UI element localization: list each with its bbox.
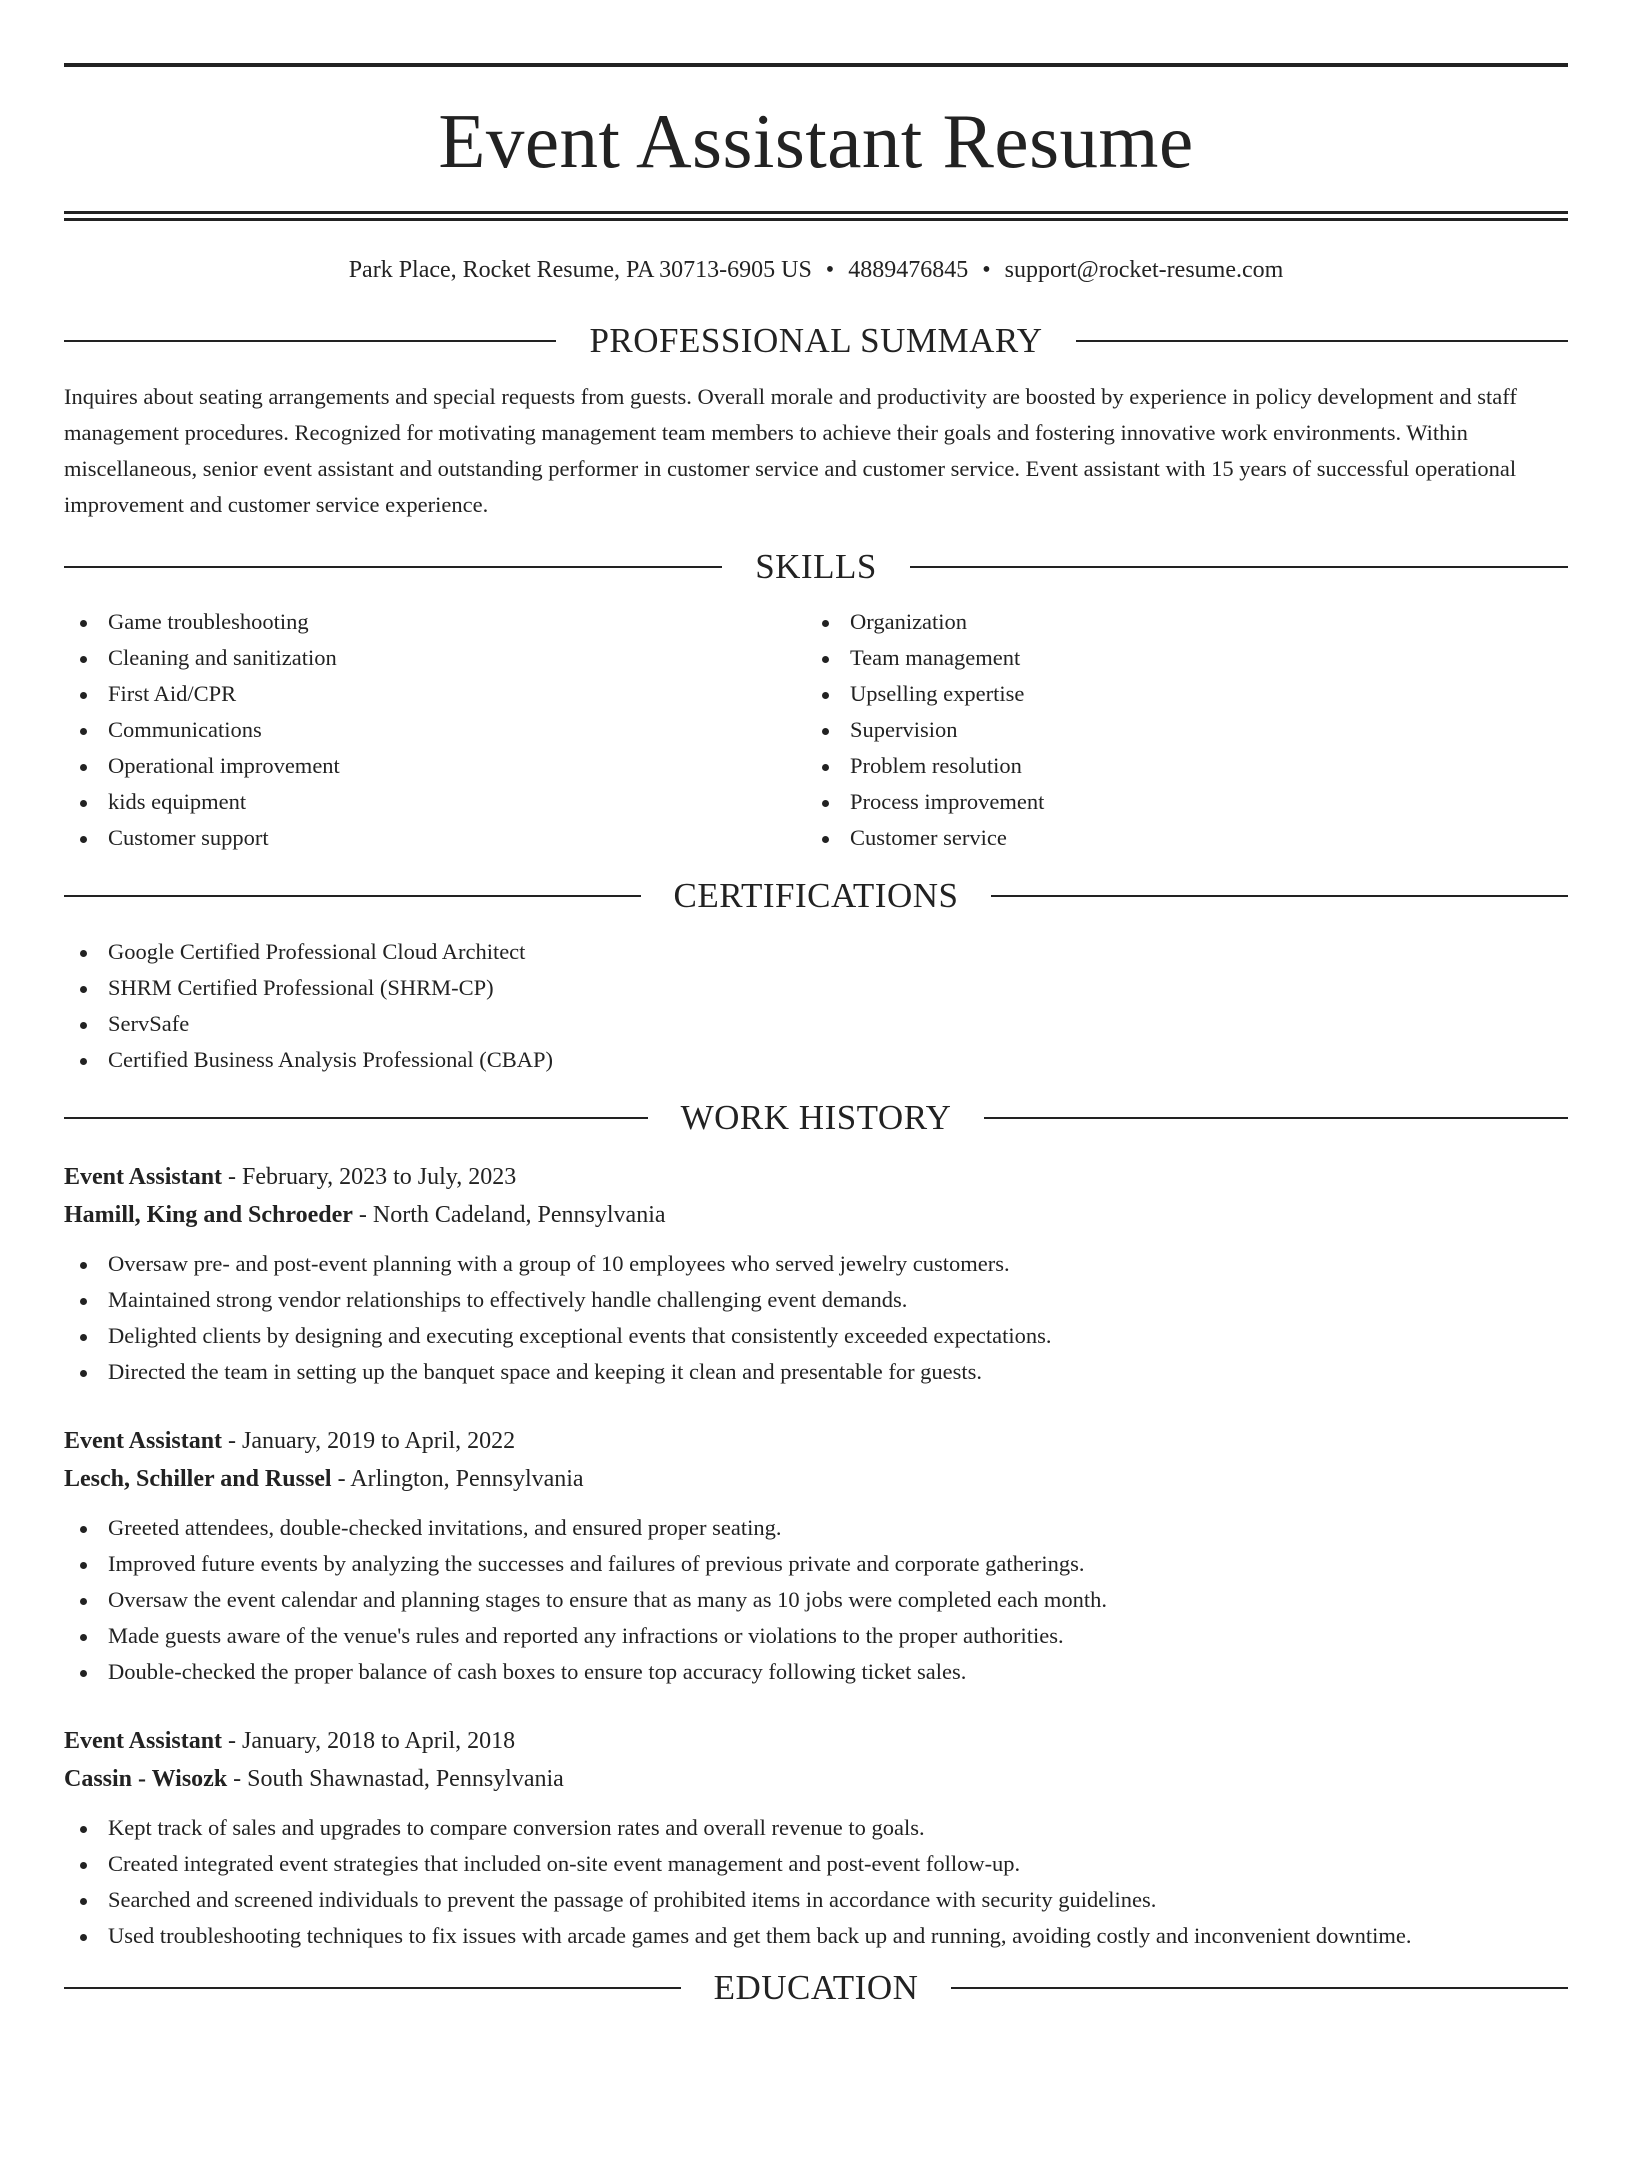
job-entry <box>64 1722 1568 1954</box>
section-title-skills: SKILLS <box>755 547 877 586</box>
job-company-line <box>64 1760 1568 1798</box>
job-company: Cassin - Wisozk <box>64 1766 228 1792</box>
skill-item: Communications <box>64 712 806 748</box>
certification-item: SHRM Certified Professional (SHRM-CP) <box>64 970 1568 1006</box>
job-company: Lesch, Schiller and Russel <box>64 1466 332 1492</box>
certification-item: ServSafe <box>64 1006 1568 1042</box>
skill-item: Team management <box>806 640 1548 676</box>
skill-item: Organization <box>806 604 1548 640</box>
skills-grid <box>64 604 1568 856</box>
section-header-education <box>64 1966 1568 2010</box>
job-bullet: Used troubleshooting techniques to fix issues with arcade games and get them back up and running, avoiding costly and inconvenient downtime. <box>64 1918 1568 1954</box>
divider-line <box>64 340 556 342</box>
section-header-work-history <box>64 1096 1568 1140</box>
skills-list-right <box>806 604 1548 856</box>
job-bullets <box>64 1810 1568 1954</box>
section-header-summary <box>64 319 1568 363</box>
divider-line <box>64 1117 648 1119</box>
job-company: Hamill, King and Schroeder <box>64 1202 353 1228</box>
title-double-rule <box>64 211 1568 221</box>
skills-list-left <box>64 604 806 856</box>
job-title-line <box>64 1158 1568 1196</box>
job-dates: - February, 2023 to July, 2023 <box>222 1164 517 1190</box>
skill-item: Cleaning and sanitization <box>64 640 806 676</box>
job-bullet: Oversaw the event calendar and planning stages to ensure that as many as 10 jobs were completed each month. <box>64 1582 1568 1618</box>
skill-item: Customer support <box>64 820 806 856</box>
job-bullet: Greeted attendees, double-checked invitations, and ensured proper seating. <box>64 1510 1568 1546</box>
section-header-skills <box>64 545 1568 589</box>
job-bullet: Maintained strong vendor relationships to effectively handle challenging event demands. <box>64 1282 1568 1318</box>
job-bullets <box>64 1510 1568 1690</box>
job-title-line <box>64 1722 1568 1760</box>
skill-item: First Aid/CPR <box>64 676 806 712</box>
skill-item: Customer service <box>806 820 1548 856</box>
job-location: - South Shawnastad, Pennsylvania <box>227 1766 564 1792</box>
job-bullet: Delighted clients by designing and executing exceptional events that consistently exceeded expectations. <box>64 1318 1568 1354</box>
job-location: - North Cadeland, Pennsylvania <box>352 1202 666 1228</box>
page-title: Event Assistant Resume <box>438 98 1194 184</box>
job-bullet: Double-checked the proper balance of cash boxes to ensure top accuracy following ticket sales. <box>64 1654 1568 1690</box>
resume-page <box>0 63 1632 2175</box>
section-title-certifications: CERTIFICATIONS <box>673 876 959 915</box>
job-location: - Arlington, Pennsylvania <box>331 1466 584 1492</box>
job-dates: - January, 2019 to April, 2022 <box>222 1428 516 1454</box>
job-title: Event Assistant <box>64 1164 223 1190</box>
job-title: Event Assistant <box>64 1428 223 1454</box>
job-bullet: Improved future events by analyzing the successes and failures of previous private and corporate gatherings. <box>64 1546 1568 1582</box>
job-title: Event Assistant <box>64 1728 223 1754</box>
skill-item: kids equipment <box>64 784 806 820</box>
contact-line <box>64 255 1568 285</box>
job-company-line <box>64 1460 1568 1498</box>
job-entry <box>64 1422 1568 1690</box>
contact-phone: 4889476845 <box>848 257 969 283</box>
skill-item: Game troubleshooting <box>64 604 806 640</box>
contact-separator: • <box>982 257 991 283</box>
skill-item: Operational improvement <box>64 748 806 784</box>
divider-line <box>64 895 641 897</box>
skill-item: Problem resolution <box>806 748 1548 784</box>
job-bullet: Created integrated event strategies that included on-site event management and post-event follow-up. <box>64 1846 1568 1882</box>
divider-line <box>1076 340 1568 342</box>
divider-line <box>64 1987 681 1989</box>
job-company-line <box>64 1196 1568 1234</box>
section-header-certifications <box>64 874 1568 918</box>
job-bullet: Oversaw pre- and post-event planning with a group of 10 employees who served jewelry customers. <box>64 1246 1568 1282</box>
section-title-work-history: WORK HISTORY <box>680 1098 952 1137</box>
contact-separator: • <box>825 257 835 283</box>
divider-line <box>910 566 1568 568</box>
job-bullets <box>64 1246 1568 1390</box>
summary-text: Inquires about seating arrangements and special requests from guests. Overall morale and productivity are boosted by experience in policy development and staff management procedures. Recognized for motivating management team members to achieve their goals and fostering innovative work environments. Within miscellaneous, senior event assistant and outstanding performer in customer service and customer service. Event assistant with 15 years of successful operational improvement and customer service experience. <box>64 384 1517 517</box>
certifications-list <box>64 934 1568 1078</box>
job-bullet: Directed the team in setting up the banquet space and keeping it clean and presentable for guests. <box>64 1354 1568 1390</box>
job-entry <box>64 1158 1568 1390</box>
divider-line <box>64 566 722 568</box>
divider-line <box>984 1117 1568 1119</box>
job-bullet: Kept track of sales and upgrades to compare conversion rates and overall revenue to goals. <box>64 1810 1568 1846</box>
job-bullet: Made guests aware of the venue's rules and reported any infractions or violations to the proper authorities. <box>64 1618 1568 1654</box>
job-title-line <box>64 1422 1568 1460</box>
section-title-summary: PROFESSIONAL SUMMARY <box>589 321 1043 360</box>
contact-email: support@rocket-resume.com <box>1004 257 1284 283</box>
certification-item: Certified Business Analysis Professional (CBAP) <box>64 1042 1568 1078</box>
skill-item: Process improvement <box>806 784 1548 820</box>
section-title-education: EDUCATION <box>713 1968 919 2007</box>
divider-line <box>991 895 1568 897</box>
job-bullet: Searched and screened individuals to prevent the passage of prohibited items in accordance with security guidelines. <box>64 1882 1568 1918</box>
certification-item: Google Certified Professional Cloud Architect <box>64 934 1568 970</box>
divider-line <box>951 1987 1568 1989</box>
skill-item: Supervision <box>806 712 1548 748</box>
job-dates: - January, 2018 to April, 2018 <box>222 1728 516 1754</box>
skill-item: Upselling expertise <box>806 676 1548 712</box>
contact-address: Park Place, Rocket Resume, PA 30713-6905 US <box>348 257 812 283</box>
